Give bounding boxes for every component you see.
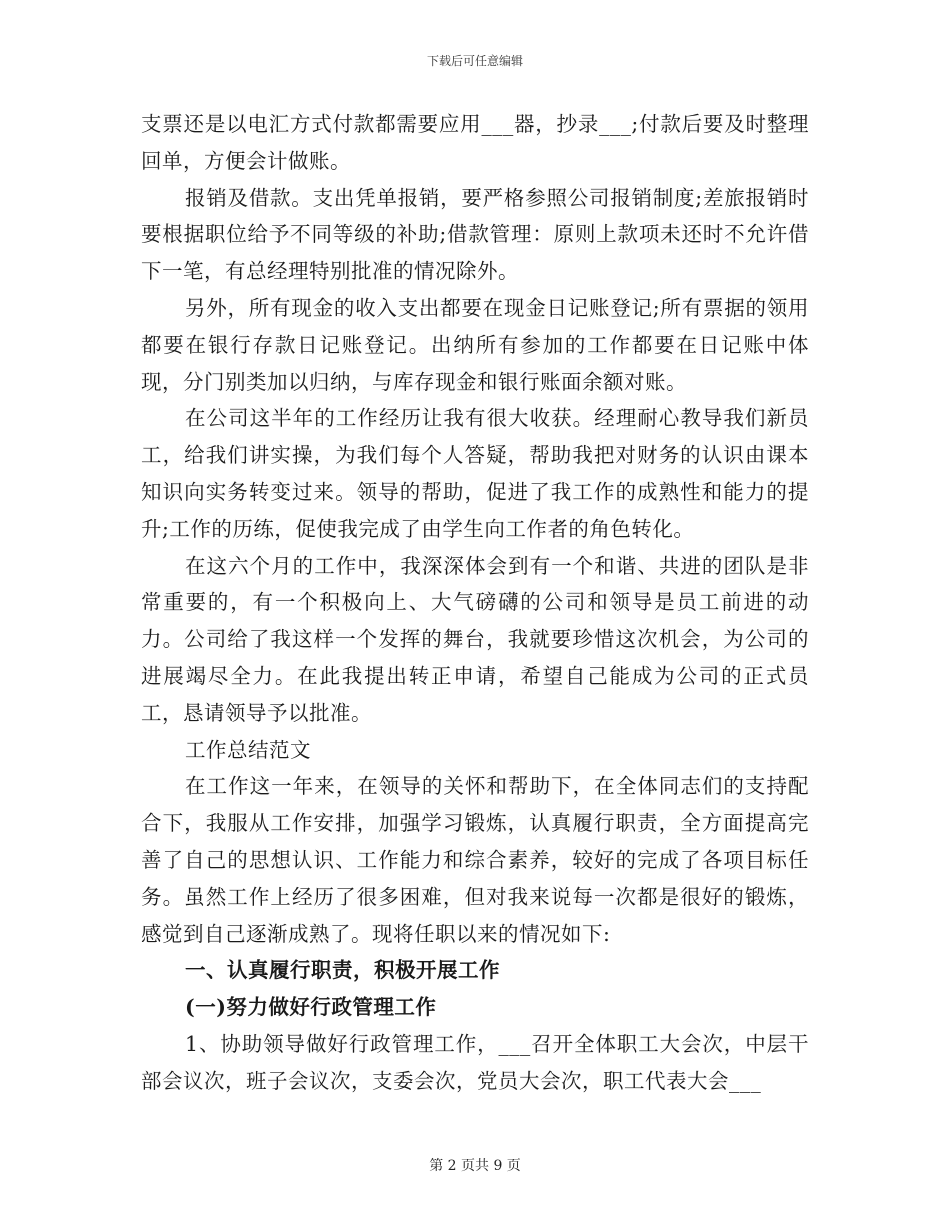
- paragraph-regularization-request: 在这六个月的工作中，我深深体会到有一个和谐、共进的团队是非常重要的，有一个积极向上、大气磅礴的公司和领导是员工前进的动力。公司给了我这样一个发挥的舞台，我就要珍惜这次机会，为公司的进展竭尽全力。在此我提出转正申请，希望自己能成为公司的正式员工，恳请领导予以批准。: [141, 553, 809, 725]
- paragraph-half-year-gains: 在公司这半年的工作经历让我有很大收获。经理耐心教导我们新员工，给我们讲实操，为我们每个人答疑，帮助我把对财务的认识由课本知识向实务转变过来。领导的帮助，促进了我工作的成熟性和能力的提升;工作的历练，促使我完成了由学生向工作者的角色转化。: [141, 406, 809, 541]
- heading-admin-work: (一)努力做好行政管理工作: [185, 995, 437, 1020]
- paragraph-cash-journal: 另外，所有现金的收入支出都要在现金日记账登记;所有票据的领用都要在银行存款日记账登记。出纳所有参加的工作都要在日记账中体现，分门别类加以归纳，与库存现金和银行账面余额对账。: [141, 295, 809, 394]
- document-body: [141, 106, 809, 1100]
- heading-fulfill-duties: 一、认真履行职责，积极开展工作: [185, 958, 500, 983]
- page-header-note: 下载后可任意编辑: [426, 54, 523, 68]
- section-title-summary-sample: 工作总结范文: [185, 737, 311, 762]
- page-number-footer: 第 2 页共 9 页: [429, 1158, 521, 1174]
- paragraph-reimbursement: 报销及借款。支出凭单报销，要严格参照公司报销制度;差旅报销时要根据职位给予不同等级的补助;借款管理：原则上款项未还时不允许借下一笔，有总经理特别批准的情况除外。: [141, 185, 809, 284]
- paragraph-admin-meetings: 1、协助领导做好行政管理工作，___召开全体职工大会次，中层干部会议次，班子会议次，支委会次，党员大会次，职工代表大会___: [141, 1031, 809, 1093]
- paragraph-year-summary: 在工作这一年来，在领导的关怀和帮助下，在全体同志们的支持配合下，我服从工作安排，加强学习锻炼，认真履行职责，全方面提高完善了自己的思想认识、工作能力和综合素养，较好的完成了各项目标任务。虽然工作上经历了很多困难，但对我来说每一次都是很好的锻炼，感觉到自己逐渐成熟了。现将任职以来的情况如下:: [141, 774, 809, 946]
- paragraph-payment-continuation: 支票还是以电汇方式付款都需要应用___器，抄录___;付款后要及时整理回单，方便会计做账。: [141, 112, 809, 173]
